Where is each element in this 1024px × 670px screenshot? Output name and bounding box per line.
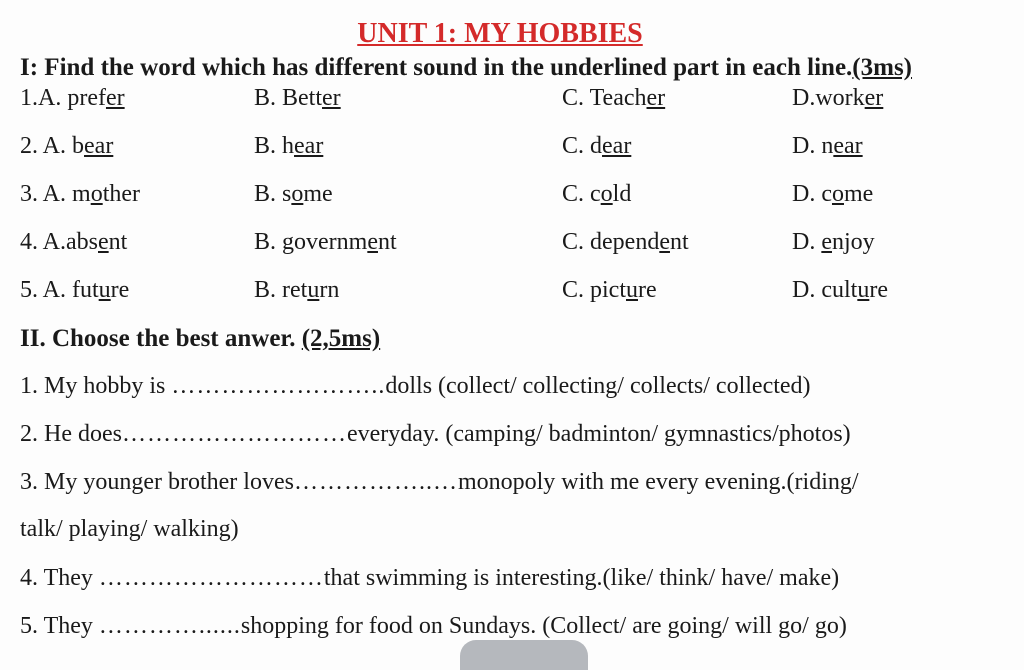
section-2-heading [20,325,380,353]
option-5a: 5. A. future [20,277,130,303]
section-2-heading-text: II. Choose the best anwer. [20,325,302,352]
option-1b: B. Better [254,85,341,111]
option-4b: B. government [254,229,397,255]
option-5d: D. culture [792,277,888,303]
option-3a: 3. A. mother [20,181,140,207]
option-2a: 2. A. bear [20,133,114,159]
question-4: 4. They ………………………that swimming is interesting.(like/ think/ have/ make) [20,565,840,591]
section-1-heading [20,54,912,82]
option-2d: D. near [792,133,863,159]
pronunciation-row-5 [20,277,1010,309]
unit-title: UNIT 1: MY HOBBIES [357,18,643,49]
option-3d: D. come [792,181,874,207]
question-3-continued: talk/ playing/ walking) [20,516,239,542]
option-1d: D.worker [792,85,884,111]
option-4c: C. dependent [562,229,689,255]
pronunciation-row-3 [20,181,1010,213]
option-5b: B. return [254,277,340,303]
question-5: 5. They …………......shopping for food on Sundays. (Collect/ are going/ will go/ go) [20,613,847,639]
option-3b: B. some [254,181,333,207]
section-1-heading-text: I: Find the word which has different sound in the underlined part in each line. [20,54,853,81]
question-2: 2. He does………………………everyday. (camping/ badminton/ gymnastics/photos) [20,421,851,447]
option-3c: C. cold [562,181,632,207]
pronunciation-row-1 [20,85,1010,117]
section-2-marks: (2,5ms) [301,325,381,352]
bottom-overlay-tab[interactable] [460,640,588,670]
question-1: 1. My hobby is ……………………..dolls (collect/ collecting/ collects/ collected) [20,373,811,399]
section-1-marks: (3ms) [852,54,913,81]
option-1a: 1.A. prefer [20,85,125,111]
pronunciation-row-4 [20,229,1010,261]
option-4a: 4. A.absent [20,229,128,255]
option-5c: C. picture [562,277,657,303]
option-1c: C. Teacher [562,85,666,111]
option-2c: C. dear [562,133,632,159]
option-2b: B. hear [254,133,324,159]
question-3: 3. My younger brother loves……………..…monopoly with me every evening.(riding/ [20,469,859,495]
option-4d: D. enjoy [792,229,875,255]
pronunciation-row-2 [20,133,1010,165]
